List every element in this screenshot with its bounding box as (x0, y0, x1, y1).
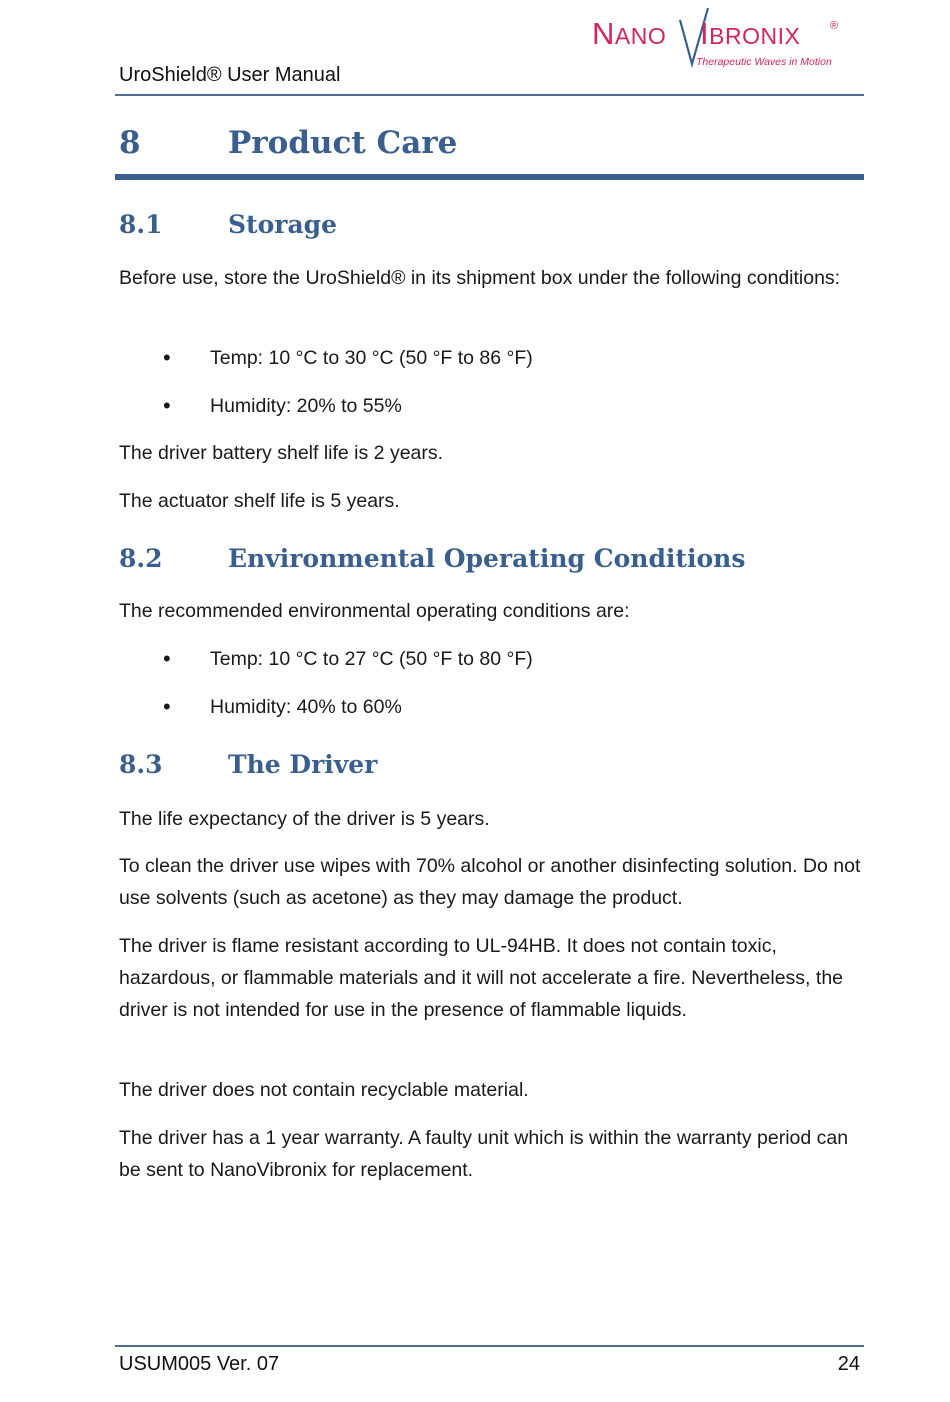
logo-ibronix-text: IBRONIX (700, 16, 801, 51)
section-divider (115, 174, 864, 180)
footer-divider (115, 1345, 864, 1347)
driver-recyclable: The driver does not contain recyclable material. (119, 1079, 529, 1101)
environment-number: 8.2 (119, 544, 163, 573)
storage-title: Storage (228, 210, 338, 239)
manual-page: UroShield® User Manual NANO IBRONIX ® Therapeutic Waves in Motion 8 Product Care 8.1 Storage Before use, store the UroShield® in its shipment box under the following conditions: • Temp: 10 °C to 30 °C (50 °F to 86 °F) • Humidity: 20% to 55% The driver battery shelf life is 2 years. The actuator shelf life is 5 years. 8.2 Environmental Operating Conditions The recommended environmental operating conditions are: • Temp: 10 °C to 27 °C (50 °F to 80 °F) • Humidity: 40% to 60% 8.3 The Driver The life expectancy of the driver is 5 years. To clean the driver use wipes with 70% alcohol or another disinfecting solution. Do not use solvents (such as acetone) as they may damage the product. The driver is flame resistant according to UL-94HB. It does not contain toxic, hazardous, or flammable materials and it will not accelerate a fire. Nevertheless, the driver is not intended for use in the presence of flammable liquids. The driver does not contain recyclable material. The driver has a 1 year warranty. A faulty unit which is within the warranty period can be sent to NanoVibronix for replacement. USUM005 Ver. 07 24 (0, 0, 950, 1402)
storage-heading (119, 210, 859, 244)
logo-registered-mark: ® (830, 20, 839, 32)
bullet-icon: • (163, 646, 171, 671)
environment-title: Environmental Operating Conditions (228, 544, 746, 573)
driver-cleaning: To clean the driver use wipes with 70% alcohol or another disinfecting solution. Do not use solvents (such as acetone) as they may damage the product. (119, 855, 861, 909)
manual-title: UroShield® User Manual (119, 64, 341, 86)
page-number: 24 (837, 1353, 860, 1375)
storage-intro: Before use, store the UroShield® in its shipment box under the following conditions: (119, 267, 841, 289)
bullet-icon: • (163, 393, 171, 418)
actuator-shelf-life: The actuator shelf life is 5 years. (119, 490, 400, 512)
storage-number: 8.1 (119, 210, 163, 239)
bullet-icon: • (163, 694, 171, 719)
bullet-icon: • (163, 345, 171, 370)
driver-flame-resistance: The driver is flame resistant according to UL-94HB. It does not contain toxic, hazardous, or flammable materials and it will not accelerate a fire. Nevertheless, the driver is not intended for use in the presence of flammable liquids. (119, 935, 844, 1021)
environment-intro: The recommended environmental operating conditions are: (119, 600, 630, 622)
logo-tagline: Therapeutic Waves in Motion (696, 56, 832, 68)
driver-heading (119, 750, 859, 784)
driver-title: The Driver (228, 750, 378, 779)
section-number: 8 (119, 125, 141, 161)
environment-heading (119, 544, 859, 578)
driver-number: 8.3 (119, 750, 163, 779)
header-divider (115, 94, 864, 96)
battery-shelf-life: The driver battery shelf life is 2 years. (119, 442, 444, 464)
section-title: Product Care (228, 125, 458, 161)
driver-life-expectancy: The life expectancy of the driver is 5 years. (119, 808, 490, 830)
driver-warranty: The driver has a 1 year warranty. A faulty unit which is within the warranty period can be sent to NanoVibronix for replacement. (119, 1127, 849, 1181)
logo-nano-text: NANO (592, 16, 667, 51)
company-logo (592, 6, 852, 72)
document-version: USUM005 Ver. 07 (119, 1353, 280, 1375)
